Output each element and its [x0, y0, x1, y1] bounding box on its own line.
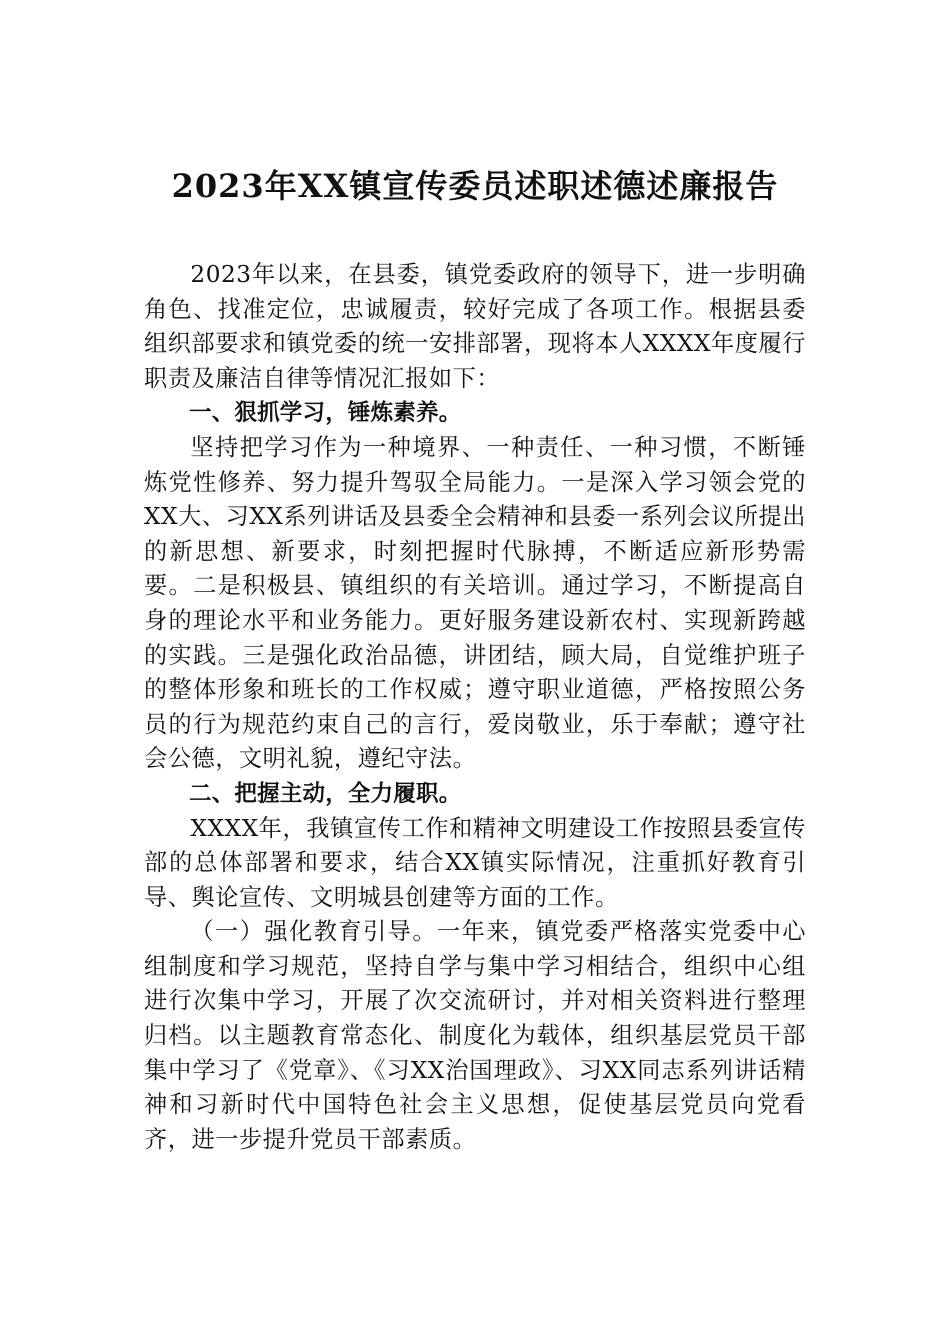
section-1-heading: 一、狠抓学习，锤炼素养。	[189, 400, 462, 427]
section-2-heading: 二、把握主动，全力履职。	[189, 780, 462, 807]
section-2-paragraph: XXXX年，我镇宣传工作和精神文明建设工作按照县委宣传部的总体部署和要求，结合XX镇实际情况，注重抓好教育引导、舆论宣传、文明城县创建等方面的工作。	[144, 814, 806, 911]
document-body	[144, 258, 806, 1157]
intro-paragraph: 2023年以来，在县委，镇党委政府的领导下，进一步明确角色、找准定位，忠诚履责，较好完成了各项工作。根据县委组织部要求和镇党委的统一安排部署，现将本人XXXX年度履行职责及廉洁自律等情况汇报如下：	[144, 261, 806, 392]
section-2-subsection-1-paragraph: （一）强化教育引导。一年来，镇党委严格落实党委中心组制度和学习规范，坚持自学与集中学习相结合，组织中心组进行次集中学习，开展了次交流研讨，并对相关资料进行整理归档。以主题教育常态化、制度化为载体，组织基层党员干部集中学习了《党章》、《习XX治国理政》、习XX同志系列讲话精神和习新时代中国特色社会主义思想，促使基层党员向党看齐，进一步提升党员干部素质。	[144, 918, 806, 1153]
document-title: 2023年XX镇宣传委员述职述德述廉报告	[171, 167, 779, 205]
section-1-paragraph: 坚持把学习作为一种境界、一种责任、一种习惯，不断锤炼党性修养、努力提升驾驭全局能力。一是深入学习领会党的XX大、习XX系列讲话及县委全会精神和县委一系列会议所提出的新思想、新要求，时刻把握时代脉搏，不断适应新形势需要。二是积极县、镇组织的有关培训。通过学习，不断提高自身的理论水平和业务能力。更好服务建设新农村、实现新跨越的实践。三是强化政治品德，讲团结，顾大局，自觉维护班子的整体形象和班长的工作权威；遵守职业道德，严格按照公务员的行为规范约束自己的言行，爱岗敬业，乐于奉献；遵守社会公德，文明礼貌，遵纪守法。	[144, 433, 806, 773]
